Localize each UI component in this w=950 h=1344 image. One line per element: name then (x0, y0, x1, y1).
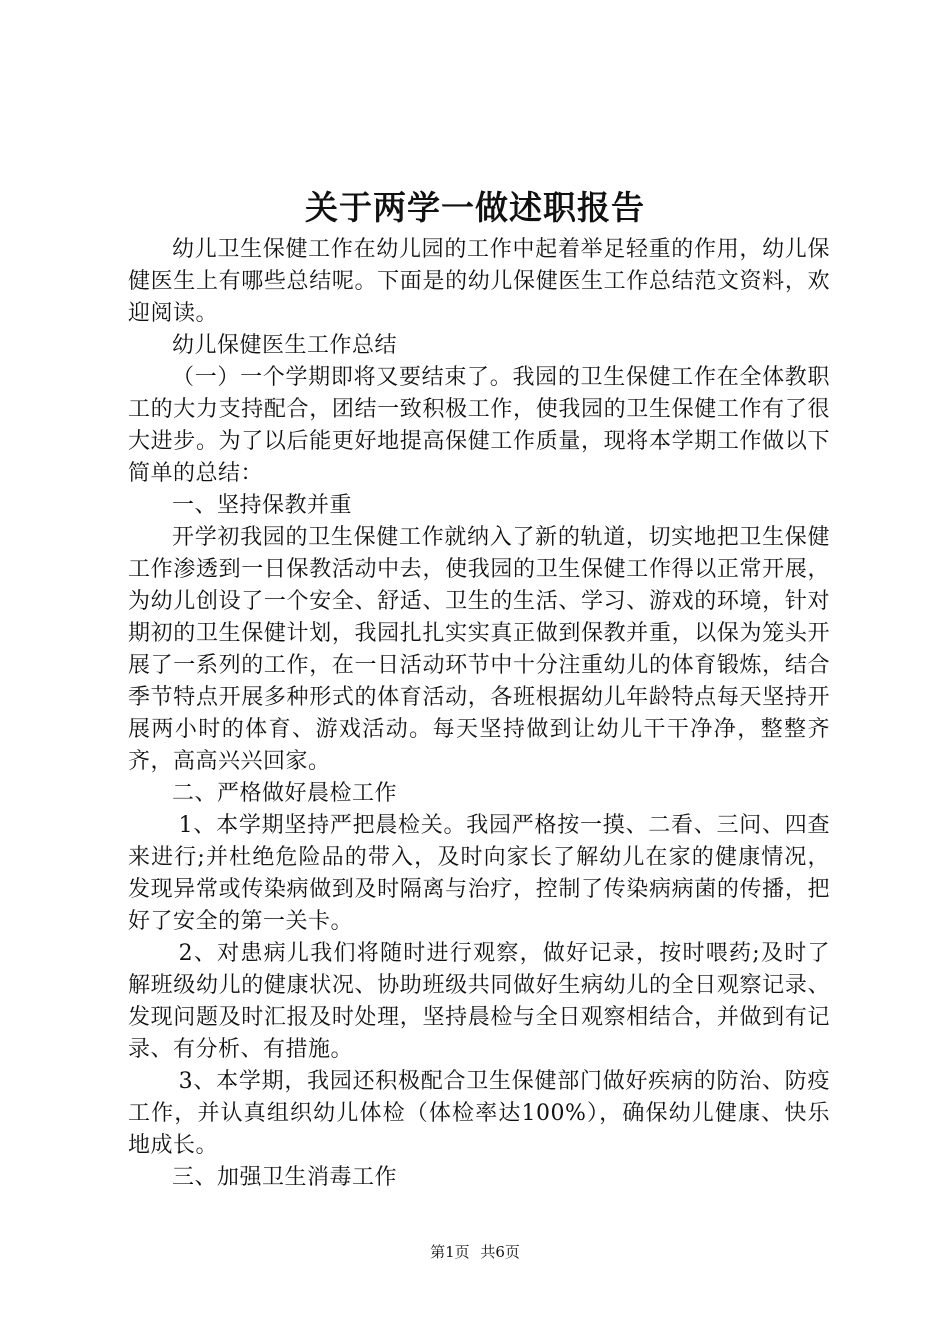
page-total: 共6页 (480, 1243, 520, 1261)
heading-section-2: 二、严格做好晨检工作 (172, 781, 398, 806)
paragraph-item-3: 3、本学期，我园还积极配合卫生保健部门做好疾病的防治、防疫工作，并认真组织幼儿体检（体检率达100%），确保幼儿健康、快乐地成长。 (128, 1069, 830, 1158)
paragraph-subtitle: 幼儿保健医生工作总结 (172, 333, 398, 358)
paragraph-section-one-intro: （一）一个学期即将又要结束了。我园的卫生保健工作在全体教职工的大力支持配合，团结一致积极工作，使我园的卫生保健工作有了很大进步。为了以后能更好地提高保健工作质量，现将本学期工作做以下简单的总结： (128, 365, 830, 486)
paragraph-item-2: 2、对患病儿我们将随时进行观察，做好记录，按时喂药;及时了解班级幼儿的健康状况、协助班级共同做好生病幼儿的全日观察记录、发现问题及时汇报及时处理，坚持晨检与全日观察相结合，并做到有记录、有分析、有措施。 (128, 941, 830, 1062)
document-body (128, 234, 830, 1194)
paragraph-section-1: 开学初我园的卫生保健工作就纳入了新的轨道，切实地把卫生保健工作渗透到一日保教活动中去，使我园的卫生保健工作得以正常开展，为幼儿创设了一个安全、舒适、卫生的生活、学习、游戏的环境，针对期初的卫生保健计划，我园扎扎实实真正做到保教并重，以保为笼头开展了一系列的工作，在一日活动环节中十分注重幼儿的体育锻炼，结合季节特点开展多种形式的体育活动，各班根据幼儿年龄特点每天坚持开展两小时的体育、游戏活动。每天坚持做到让幼儿干干净净，整整齐齐，高高兴兴回家。 (128, 525, 830, 774)
paragraph-intro: 幼儿卫生保健工作在幼儿园的工作中起着举足轻重的作用，幼儿保健医生上有哪些总结呢。下面是的幼儿保健医生工作总结范文资料，欢迎阅读。 (128, 237, 830, 326)
heading-section-3: 三、加强卫生消毒工作 (172, 1165, 398, 1190)
page-footer (0, 1242, 950, 1262)
page-number: 第1页 (430, 1243, 470, 1261)
paragraph-item-1: 1、本学期坚持严把晨检关。我园严格按一摸、二看、三问、四查来进行;并杜绝危险品的带入，及时向家长了解幼儿在家的健康情况，发现异常或传染病做到及时隔离与治疗，控制了传染病病菌的传播，把好了安全的第一关卡。 (128, 813, 830, 934)
document-title: 关于两学一做述职报告 (305, 188, 645, 227)
heading-section-1: 一、坚持保教并重 (172, 493, 353, 518)
